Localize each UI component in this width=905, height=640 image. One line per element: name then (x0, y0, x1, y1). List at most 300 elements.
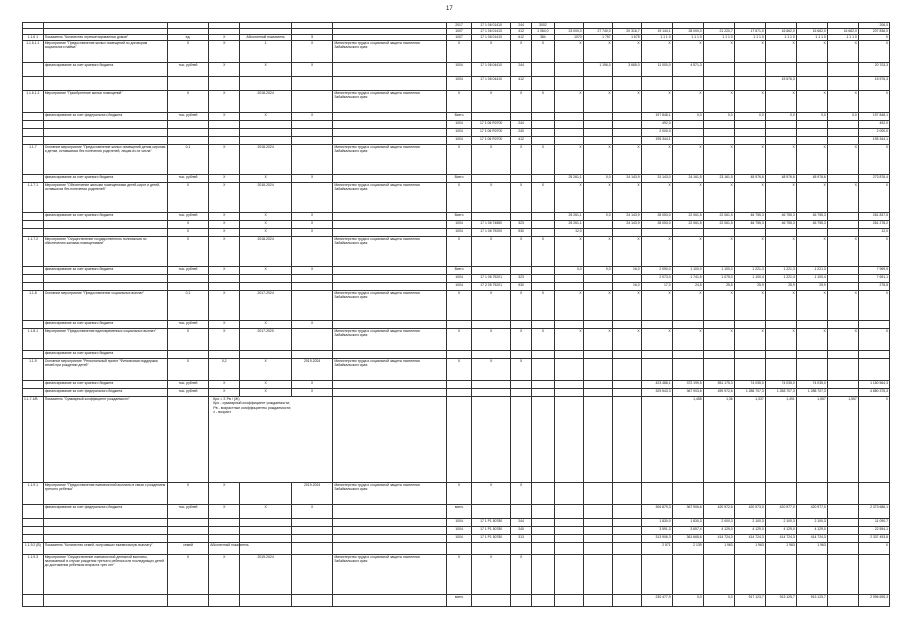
table-cell: 15 576,3 (765, 77, 796, 91)
table-cell (23, 229, 44, 237)
table-cell: X (240, 213, 292, 221)
table-cell: X (531, 91, 554, 113)
table-cell (734, 121, 765, 129)
table-cell (672, 121, 703, 129)
table-cell: 1 1 1 0 (703, 35, 734, 41)
table-row (23, 381, 890, 389)
table-cell: X (703, 329, 734, 351)
table-cell: 913 125,7 (796, 595, 827, 607)
table-cell: X (827, 91, 858, 113)
table-cell (447, 397, 472, 483)
table-cell: тыс. рублей (167, 505, 208, 519)
table-cell: тыс. рублей (167, 175, 208, 183)
table-cell: 420 973,0 (734, 505, 765, 519)
table-cell: X (703, 291, 734, 321)
table-cell: 16 662,0 (796, 29, 827, 35)
table-cell (531, 229, 554, 237)
table-cell: 1.1.7.2 (23, 237, 44, 267)
table-cell (240, 351, 292, 359)
table-cell (672, 359, 703, 381)
table-cell (167, 397, 208, 483)
table-cell: X (471, 183, 510, 213)
table-cell: X (765, 41, 796, 63)
table-cell (554, 129, 583, 137)
table-cell (703, 129, 734, 137)
table-cell (531, 113, 554, 121)
table-cell: Мероприятие "Обеспечение жилыми помещениями детей-сирот и детей, оставшихся без попечения родителей" (43, 183, 167, 213)
table-cell (734, 321, 765, 329)
table-cell (43, 595, 167, 607)
table-cell: Основное мероприятие "Предоставление социальных выплат" (43, 291, 167, 321)
table-cell: 25,9 (734, 283, 765, 291)
table-cell: 1 1 1 0 (765, 35, 796, 41)
table-cell: X (858, 329, 889, 351)
table-cell: 17 1 06 79201 (471, 275, 510, 283)
table-cell: 1 (240, 41, 292, 63)
table-cell: 3 591,3 (641, 527, 672, 535)
table-cell: 46 755,3 (796, 213, 827, 221)
table-cell: 459 972,6 (703, 389, 734, 397)
table-cell (583, 221, 612, 229)
table-cell (511, 505, 532, 519)
table-cell: 1,458 (672, 397, 703, 483)
table-cell (703, 483, 734, 505)
table-cell: 1007 (447, 29, 472, 35)
table-cell: 4 129,0 (796, 527, 827, 535)
table-cell: X (641, 91, 672, 113)
table-cell (23, 221, 44, 229)
table-cell: 530 (511, 283, 532, 291)
table-cell: 1 288 707,3 (734, 389, 765, 397)
table-cell (511, 175, 532, 183)
table-cell (858, 359, 889, 381)
table-cell (612, 483, 641, 505)
table-cell: 19 144,1 (641, 29, 672, 35)
table-cell (23, 213, 44, 221)
table-cell: 17 1 06 04410 (471, 63, 510, 77)
table-cell (827, 381, 858, 389)
table-cell (703, 121, 734, 129)
table-cell: 3002 (531, 23, 554, 29)
table-cell: 17 1 06 74580 (471, 221, 510, 229)
table-cell: Абсолютный показатель (209, 543, 240, 555)
table-cell: X (291, 505, 332, 519)
table-cell: 2 000,0 (858, 129, 889, 137)
table-cell: 46 755,3 (734, 213, 765, 221)
table-cell: X (291, 321, 332, 329)
table-cell (23, 275, 44, 283)
table-cell (167, 283, 208, 291)
table-cell (531, 381, 554, 389)
table-cell: X (583, 329, 612, 351)
table-cell (167, 535, 208, 543)
table-cell (167, 275, 208, 283)
table-cell: X (511, 145, 532, 175)
table-cell: 48 976,6 (796, 175, 827, 183)
table-cell: X (291, 221, 332, 229)
table-cell (554, 505, 583, 519)
table-cell: всего (447, 505, 472, 519)
table-cell: 1004 (447, 137, 472, 145)
table-cell: X (858, 237, 889, 267)
table-cell: 1.1.9.3 (23, 555, 44, 595)
table-cell: 2 996 695,3 (858, 595, 889, 607)
table-cell: X (209, 389, 240, 397)
table-cell (333, 267, 447, 275)
table-cell: 197 848,1 (641, 113, 672, 121)
table-cell: 323 (511, 221, 532, 229)
table-cell (827, 595, 858, 607)
table-cell (23, 77, 44, 91)
table-cell: 0,0 (796, 113, 827, 121)
table-cell: 17 1 06 01410 (471, 23, 510, 29)
table-cell: 25 261,1 (554, 213, 583, 221)
table-cell (333, 213, 447, 221)
table-cell (554, 543, 583, 555)
table-cell (240, 121, 292, 129)
table-cell: X (511, 483, 532, 505)
table-cell (167, 77, 208, 91)
table-cell: X (167, 329, 208, 351)
table-cell (531, 527, 554, 535)
table-cell (672, 137, 703, 145)
table-cell (471, 113, 510, 121)
table-cell: X (209, 35, 240, 41)
table-cell: X (612, 41, 641, 63)
table-cell (554, 527, 583, 535)
table-cell: 1.1.6 1 (23, 35, 44, 41)
table-cell: 48 976,6 (765, 175, 796, 183)
table-cell: семей (167, 543, 208, 555)
table-cell: 17 1 06 79200 (471, 229, 510, 237)
table-cell (827, 321, 858, 329)
table-cell: 7 691,1 (858, 275, 889, 283)
table-cell (583, 505, 612, 519)
table-cell: X (167, 183, 208, 213)
table-cell (209, 283, 240, 291)
table-cell: X (703, 183, 734, 213)
table-cell: X (583, 237, 612, 267)
table-cell: 25,9 (765, 283, 796, 291)
table-cell: 423 488,1 (641, 381, 672, 389)
table-cell: 2018-2024 (240, 91, 292, 113)
table-cell: X (291, 63, 332, 77)
table-cell (511, 321, 532, 329)
table-cell: 17 1 06 R0700 (471, 137, 510, 145)
table-cell (796, 229, 827, 237)
table-row (23, 291, 890, 321)
table-cell (612, 275, 641, 283)
table-cell (23, 389, 44, 397)
table-cell (531, 283, 554, 291)
table-row (23, 595, 890, 607)
table-cell (43, 275, 167, 283)
table-cell (23, 505, 44, 519)
table-cell (511, 213, 532, 221)
table-cell: X (554, 91, 583, 113)
table-cell: 1.1.8 (23, 291, 44, 321)
table-cell: 22 061,5 (672, 221, 703, 229)
table-cell: 7 969,9 (858, 267, 889, 275)
table-row (23, 359, 890, 381)
table-cell (612, 137, 641, 145)
table-cell: 420 977,0 (796, 505, 827, 519)
table-cell (291, 137, 332, 145)
table-cell: X (209, 183, 240, 213)
table-cell (471, 213, 510, 221)
table-cell: 1.1.9.2 (В) (23, 543, 44, 555)
table-cell (333, 595, 447, 607)
table-cell (333, 527, 447, 535)
table-cell: 17 671,0 (734, 29, 765, 35)
table-cell: 16 662,0 (765, 29, 796, 35)
table-cell (765, 351, 796, 359)
table-cell (471, 351, 510, 359)
table-cell (531, 543, 554, 555)
table-cell (167, 527, 208, 535)
table-cell: X (583, 145, 612, 175)
table-cell: 412 (511, 29, 532, 35)
table-cell: X (209, 329, 240, 351)
table-cell: 2019-2024 (291, 483, 332, 505)
table-cell (612, 543, 641, 555)
table-cell (734, 63, 765, 77)
table-cell (333, 63, 447, 77)
table-cell (703, 321, 734, 329)
table-cell: 1 196,0 (583, 63, 612, 77)
table-cell: X (858, 397, 889, 483)
table-cell: 4 129,0 (734, 527, 765, 535)
table-cell (471, 381, 510, 389)
table-cell: 1,337 (734, 397, 765, 483)
table-cell: X (765, 329, 796, 351)
table-cell (612, 505, 641, 519)
table-cell (23, 519, 44, 527)
table-cell (209, 77, 240, 91)
table-cell: 1 830,3 (672, 519, 703, 527)
table-cell: 17 1 P1 50780 (471, 519, 510, 527)
table-cell: X (734, 145, 765, 175)
table-cell: X (796, 41, 827, 63)
table-cell: финансирование за счет краевого бюджета (43, 213, 167, 221)
table-cell: X (471, 91, 510, 113)
table-cell (827, 129, 858, 137)
table-cell: 2 100,3 (734, 519, 765, 527)
table-cell: 244 (511, 23, 532, 29)
table-row (23, 129, 890, 137)
table-cell: X (734, 237, 765, 267)
table-row (23, 351, 890, 359)
page-number: 17 (446, 6, 453, 12)
table-cell: 23 000,0 (554, 29, 583, 35)
table-cell: 2 000,0 (641, 129, 672, 137)
table-cell (583, 359, 612, 381)
table-cell (612, 351, 641, 359)
table-cell: 25 261,1 (554, 221, 583, 229)
table-cell (23, 595, 44, 607)
table-cell: X (858, 91, 889, 113)
table-cell (43, 221, 167, 229)
table-cell (291, 237, 332, 267)
table-cell: 367 906,6 (672, 505, 703, 519)
table-cell: X (209, 237, 240, 267)
table-cell: 414 724,3 (765, 535, 796, 543)
table-cell: X (209, 483, 240, 505)
table-cell: 17 1 P1 50780 (471, 535, 510, 543)
table-cell (167, 129, 208, 137)
table-cell: 2 100,3 (765, 519, 796, 527)
table-cell: финансирование за счет краевого бюджета (43, 267, 167, 275)
table-cell (531, 397, 554, 483)
table-cell: X (167, 41, 208, 63)
table-cell (240, 519, 292, 527)
table-cell: 0,1 (167, 145, 208, 175)
table-cell: X (209, 229, 240, 237)
table-row (23, 213, 890, 221)
table-cell: X (734, 291, 765, 321)
table-body (23, 23, 890, 607)
table-cell (240, 77, 292, 91)
table-cell (703, 63, 734, 77)
table-cell: X (796, 183, 827, 213)
table-cell: 1.1.9 (23, 359, 44, 381)
table-cell: 384 (531, 35, 554, 41)
table-cell (511, 113, 532, 121)
table-cell: X (511, 41, 532, 63)
table-cell: 1004 (447, 221, 472, 229)
table-cell (531, 129, 554, 137)
table-cell: 2018-2024 (240, 237, 292, 267)
table-cell: финансирование за счет краевого бюджета (43, 351, 167, 359)
table-cell (167, 595, 208, 607)
table-cell: тыс. рублей (167, 321, 208, 329)
table-cell: 1 757 (583, 35, 612, 41)
table-cell (471, 505, 510, 519)
table-cell: 0,0 (583, 213, 612, 221)
table-cell: 240 (511, 527, 532, 535)
table-cell: 2017-2020 (240, 329, 292, 351)
table-row (23, 41, 890, 63)
table-cell: 1 1 1 0 (827, 35, 858, 41)
table-cell (43, 283, 167, 291)
table-cell: X (471, 359, 510, 381)
table-cell: X (672, 183, 703, 213)
table-cell (583, 113, 612, 121)
table-cell (612, 389, 641, 397)
table-cell (531, 321, 554, 329)
table-cell: 1004 (447, 535, 472, 543)
table-cell (554, 483, 583, 505)
table-cell (333, 175, 447, 183)
table-cell (641, 229, 672, 237)
table-cell (703, 359, 734, 381)
table-cell: 25,5 (703, 283, 734, 291)
table-cell: X (641, 41, 672, 63)
table-cell: 361 665,6 (672, 535, 703, 543)
formula-row (23, 397, 890, 483)
table-cell: 17 1 06 01410 (471, 35, 510, 41)
table-cell: 329 543,3 (641, 389, 672, 397)
table-cell (333, 397, 447, 483)
table-cell (209, 527, 240, 535)
table-cell: X (240, 175, 292, 183)
table-cell (796, 77, 827, 91)
table-cell (333, 543, 447, 555)
table-cell (531, 505, 554, 519)
table-cell: финансирование за счет краевого бюджета (43, 63, 167, 77)
table-cell: Министерство труда и социальной защиты населения Забайкальского края (333, 483, 447, 505)
table-cell: ед. (167, 35, 208, 41)
table-cell: 21 220,7 (703, 29, 734, 35)
table-cell (447, 389, 472, 397)
table-cell: X (554, 329, 583, 351)
table-cell: 24 161,5 (672, 175, 703, 183)
table-cell: X (167, 359, 208, 381)
table-row (23, 221, 890, 229)
table-cell (554, 63, 583, 77)
table-cell (827, 519, 858, 527)
table-cell: X (447, 41, 472, 63)
table-cell: 551 175,3 (703, 381, 734, 389)
table-cell: X (554, 145, 583, 175)
table-cell (672, 555, 703, 595)
table-cell (291, 145, 332, 175)
table-cell (796, 121, 827, 129)
table-cell (333, 351, 447, 359)
table-cell (43, 121, 167, 129)
table-cell: X (583, 41, 612, 63)
table-cell: X (209, 91, 240, 113)
table-cell (240, 527, 292, 535)
table-cell: 1004 (447, 275, 472, 283)
table-cell (612, 229, 641, 237)
table-cell (583, 555, 612, 595)
table-cell: Министерство труда и социальной защиты населения Забайкальского края (333, 91, 447, 113)
table-cell (531, 519, 554, 527)
table-row (23, 535, 890, 543)
table-cell: 1 288 707,3 (796, 389, 827, 397)
table-cell: X (827, 329, 858, 351)
table-cell (23, 129, 44, 137)
table-cell: X (765, 145, 796, 175)
table-cell (827, 213, 858, 221)
table-cell: Министерство труда и социальной защиты населения Забайкальского края (333, 183, 447, 213)
table-cell (333, 221, 447, 229)
table-cell (583, 77, 612, 91)
table-cell (734, 555, 765, 595)
table-cell (827, 275, 858, 283)
table-cell: 1 180 564,3 (858, 381, 889, 389)
table-cell: 0,0 (765, 113, 796, 121)
table-cell: финансирование за счет краевого бюджета (43, 381, 167, 389)
table-cell: 313 (511, 535, 532, 543)
table-cell (333, 129, 447, 137)
table-cell: 1.1.6.1.2 (23, 91, 44, 113)
table-cell: 20 703,3 (858, 63, 889, 77)
table-cell (23, 527, 44, 535)
table-cell: X (796, 237, 827, 267)
table-cell (23, 175, 44, 183)
table-cell: 1 1 1 0 (734, 35, 765, 41)
table-cell: X (209, 63, 240, 77)
table-cell: X (858, 35, 889, 41)
table-row (23, 555, 890, 595)
table-cell: 16,0 (612, 283, 641, 291)
table-cell (827, 527, 858, 535)
table-cell (240, 535, 292, 543)
table-cell (827, 267, 858, 275)
table-cell: X (672, 41, 703, 63)
